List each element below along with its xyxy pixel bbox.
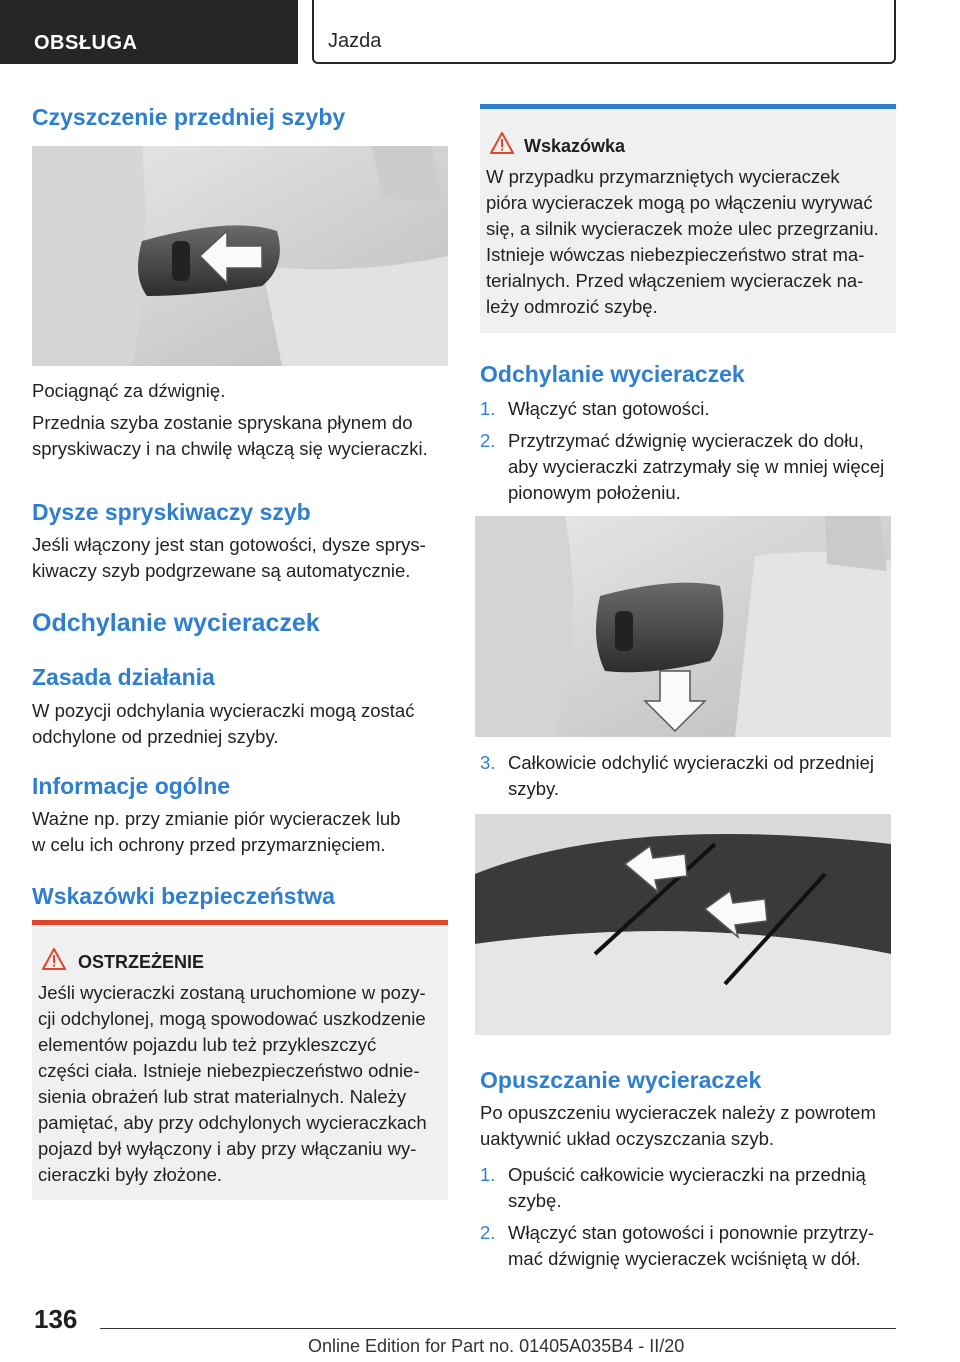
- footer-divider: [100, 1328, 896, 1329]
- text-pull-lever: Pociągnąć za dźwignię.: [32, 380, 226, 401]
- warning-triangle-icon: [42, 948, 66, 970]
- text-lower-wipers: Po opuszczeniu wycieraczek należy z powrotem uaktywnić układ oczyszczania szyb.: [480, 1102, 876, 1149]
- heading-nozzles: Dysze spryskiwaczy szyb: [32, 499, 311, 525]
- image-lever-down: [475, 516, 891, 737]
- text-principle: W pozycji odchylania wycieraczki mogą zostać odchylone od przedniej szyby.: [32, 700, 415, 747]
- warning-bar: [32, 920, 448, 925]
- image-lever-pull: [32, 146, 448, 366]
- section-tab: OBSŁUGA: [0, 0, 298, 64]
- heading-fold-wipers: Odchylanie wycieraczek: [32, 609, 320, 637]
- chapter-title: Jazda: [312, 0, 896, 64]
- heading-principle: Zasada działania: [32, 664, 215, 690]
- lever-down-illustration: [475, 516, 891, 737]
- image-wipers-folded: [475, 814, 891, 1035]
- heading-lower-wipers: Opuszczanie wycieraczek: [480, 1067, 762, 1093]
- lever-pull-illustration: [32, 146, 448, 366]
- note-title: Wskazówka: [524, 136, 626, 156]
- heading-front-washing: Czyszczenie przedniej szyby: [32, 104, 346, 130]
- page-number: 136: [34, 1304, 78, 1334]
- heading-safety: Wskazówki bezpieczeństwa: [32, 883, 335, 909]
- wipers-folded-illustration: [475, 814, 891, 1035]
- note-text: W przypadku przymarzniętych wycieraczek pióra wycieraczek mogą po włączeniu wyrywać się, a silnik wycieraczek może ulec przegrzaniu. Istnieje wówczas niebezpieczeństwo strat ma‐ terialnych. Przed włączeniem wycieraczek na‐ leży odmrozić szybę.: [486, 166, 879, 317]
- heading-general-info: Informacje ogólne: [32, 773, 231, 799]
- text-spray: Przednia szyba zostanie spryskana płynem do spryskiwaczy i na chwilę włączą się wycieraczki.: [32, 412, 428, 459]
- heading-fold-steps: Odchylanie wycieraczek: [480, 361, 745, 387]
- footer-edition: Online Edition for Part no. 01405A035B4 - II/20: [308, 1336, 685, 1356]
- warning-text: Jeśli wycieraczki zostaną uruchomione w pozy‐ cji odchylonej, mogą spowodować uszkodzenie elementów pojazdu lub też przykleszczyć części ciała. Istnieje niebezpieczeństwo odnie‐ sienia obrażeń lub strat materialnych. Należy pamiętać, aby przy odchylonych wycieraczkach pojazd był wyłączony i aby przy włączaniu wy‐ cieraczki były złożone.: [38, 982, 427, 1185]
- note-bar: [480, 104, 896, 109]
- note-box: [480, 104, 896, 333]
- text-general-info: Ważne np. przy zmianie piór wycieraczek lub w celu ich ochrony przed przymarznięciem.: [32, 808, 401, 855]
- text-nozzles: Jeśli włączony jest stan gotowości, dysze sprys‐ kiwaczy szyb podgrzewane są automatycznie.: [32, 534, 426, 581]
- warning-box: [32, 920, 448, 1200]
- caution-triangle-icon: [490, 132, 514, 154]
- warning-title: OSTRZEŻENIE: [78, 952, 205, 972]
